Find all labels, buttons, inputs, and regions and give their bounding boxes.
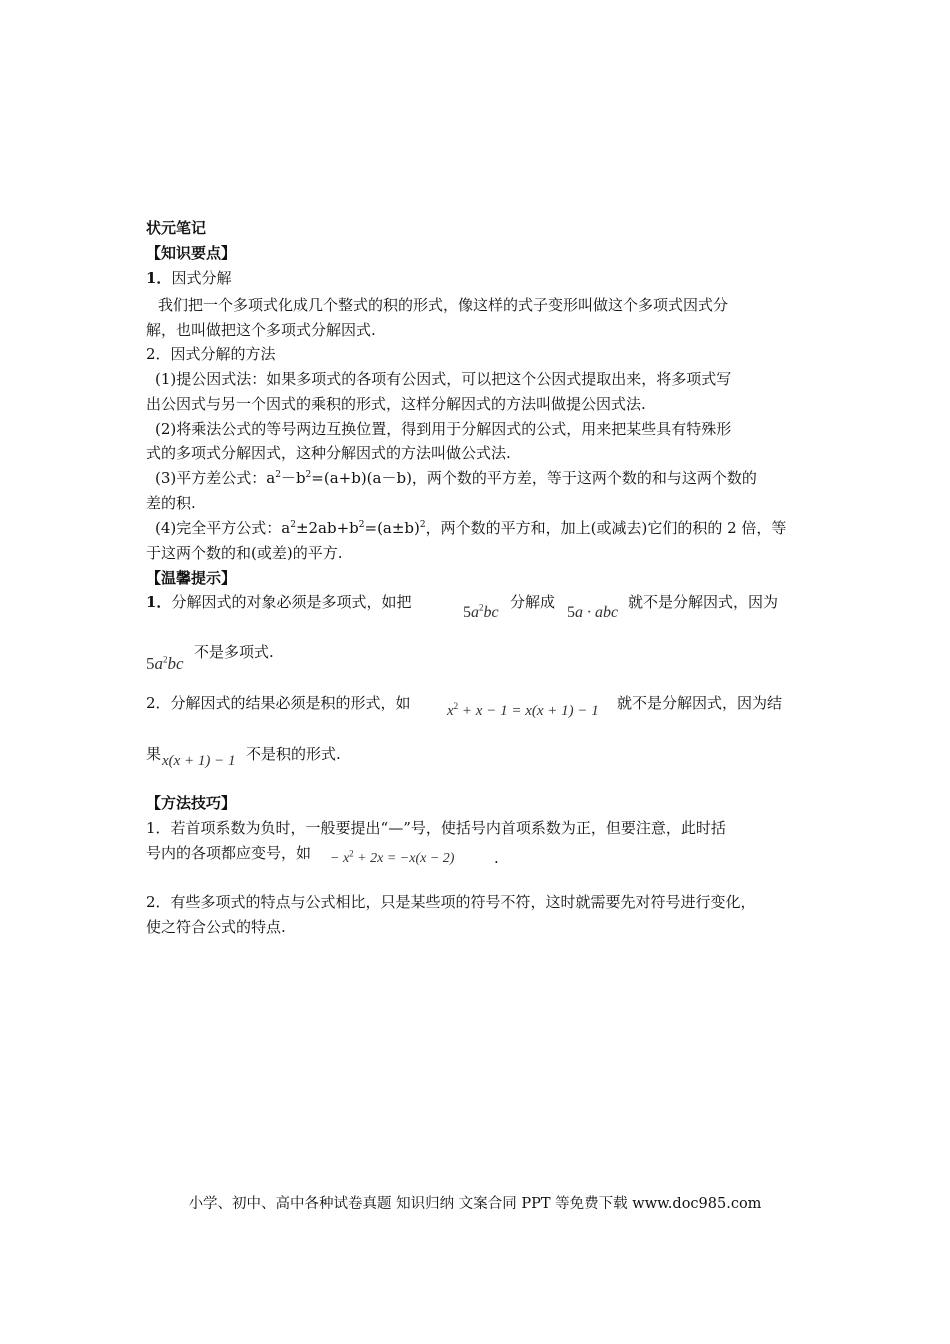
method-3-line-2: 差的积. <box>146 494 196 512</box>
technique-1-line-2: 号内的各项都应变号，如 <box>146 844 312 862</box>
methods-heading: 【方法技巧】 <box>146 794 237 812</box>
technique-1-period: . <box>494 849 499 867</box>
math-equation-3: − $x^2 + 2x = -x(x - 2)$ <box>330 848 455 866</box>
tip-2-text-c: 果 <box>146 745 162 763</box>
knowledge-item-2: 2．因式分解的方法 <box>146 345 276 363</box>
footer-text: 小学、初中、高中各种试卷真题 知识归纳 文案合同 PPT 等免费下载 www.doc985.com <box>188 1196 762 1212</box>
definition-line-1: 我们把一个多项式化成几个整式的积的形式，像这样的式子变形叫做这个多项式因式分 <box>158 296 729 314</box>
tip-2-text-d: 不是积的形式. <box>246 745 341 763</box>
method-1-line-2: 出公因式与另一个因式的乘积的形式，这样分解因式的方法叫做提公因式法. <box>146 395 646 413</box>
tip-1-text-b: 分解成 <box>510 593 556 611</box>
tip-2-line-1: 2．分解因式的结果必须是积的形式，如 <box>146 694 411 712</box>
tip-2-text-b: 就不是分解因式，因为结 <box>617 694 783 712</box>
tip-1-text-d: 不是多项式. <box>194 643 274 661</box>
method-1-line-1: (1)提公因式法：如果多项式的各项有公因式，可以把这个公因式提取出来，将多项式写 <box>155 370 732 388</box>
method-3-line-1: (3)平方差公式：$a^2-b^2=(a+b)(a-b)$，两个数的平方差，等于这两个数的和与这两个数的 <box>155 469 757 487</box>
method-4-line-2: 于这两个数的和(或差)的平方. <box>146 544 343 562</box>
method-4-line-1: (4)完全平方公式：$a^2\pm 2ab+b^2=(a\pm b)^2$，两个数的平方和，加上(或减去)它们的积的 2 倍，等 <box>155 519 787 537</box>
math-5a2bc: $5a^2bc$ <box>463 602 499 621</box>
knowledge-item-1: 1．因式分解 <box>146 269 232 287</box>
technique-2-line-1: 2．有些多项式的特点与公式相比，只是某些项的符号不符，这时就需要先对符号进行变化， <box>146 893 756 911</box>
tip-1-text-c: 就不是分解因式，因为 <box>628 593 779 611</box>
method-2-line-2: 式的多项式分解因式，这种分解因式的方法叫做公式法. <box>146 444 511 462</box>
definition-line-2: 解，也叫做把这个多项式分解因式. <box>146 321 376 339</box>
technique-1-line-1: 1．若首项系数为负时，一般要提出“—”号，使括号内首项系数为正，但要注意，此时括 <box>146 819 726 837</box>
math-5a-abc: 5a · abc <box>567 604 619 621</box>
math-equation-1: $x^2 + x - 1 = x(x + 1) - 1$ <box>447 701 599 719</box>
knowledge-heading: 【知识要点】 <box>146 244 237 262</box>
method-2-line-1: (2)将乘法公式的等号两边互换位置，得到用于分解因式的公式，用来把某些具有特殊形 <box>155 420 732 438</box>
math-5a2bc-2: $5a^2bc$ <box>146 654 184 673</box>
math-equation-2: x(x + 1) − 1 <box>162 753 236 769</box>
tips-heading: 【温馨提示】 <box>146 569 237 587</box>
technique-2-line-2: 使之符合公式的特点. <box>146 918 286 936</box>
document-title: 状元笔记 <box>146 219 207 237</box>
tip-1-line-1: 1．分解因式的对象必须是多项式，如把 <box>146 593 412 611</box>
